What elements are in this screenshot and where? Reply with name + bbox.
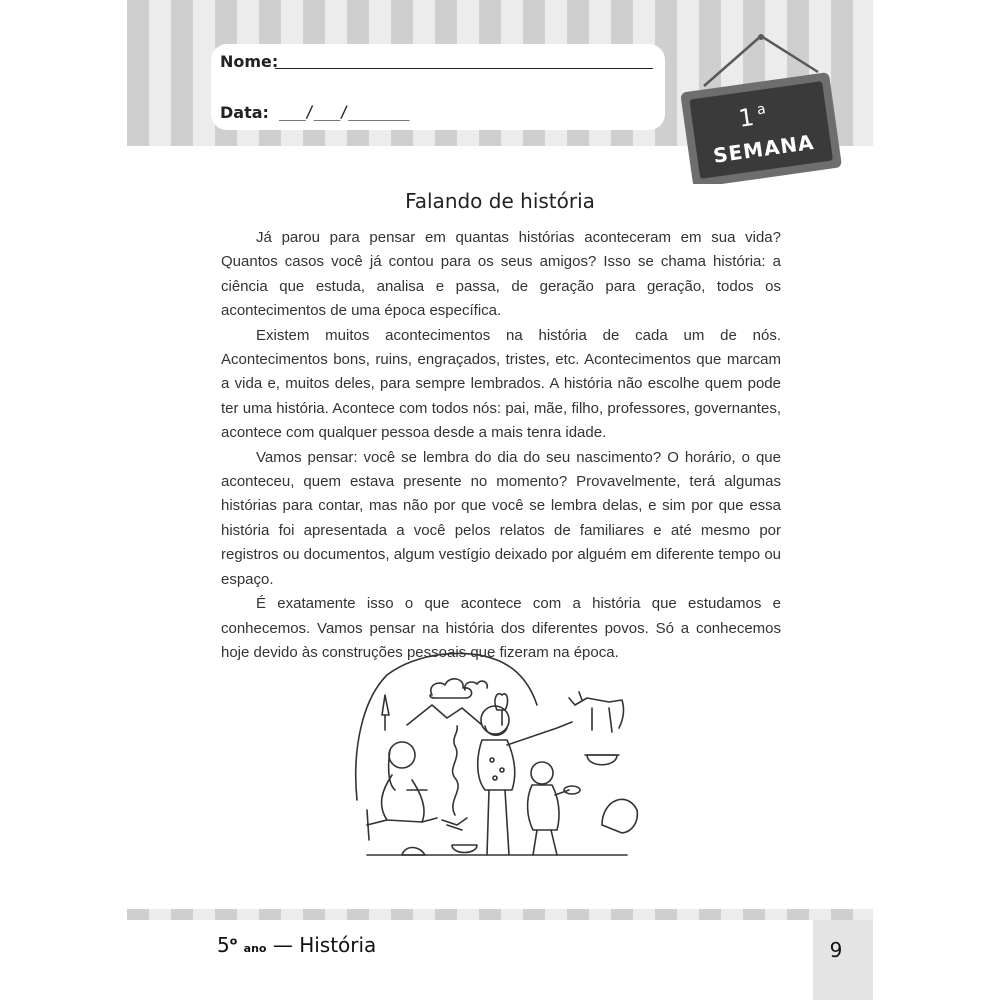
paragraph-3: Vamos pensar: você se lembra do dia do seu nascimento? O horário, o que aconteceu, quem estava presente no momento? Provavelmente, terá algumas histórias para contar, mas não por que você se lembra delas, e sim por que essa história foi apresentada a você pelos relatos de familiares e até mesmo por registros ou documentos, algum vestígio deixado por alguém em diferente tempo ou espaço. [221,448,781,588]
footer-striped-band [127,909,873,920]
week-label: SEMANA [711,129,816,168]
chalkboard-week-sign [676,34,846,184]
grade-number: 5 [217,933,230,957]
worksheet-page [127,0,873,1000]
paragraph-4: É exatamente isso o que acontece com a história que estudamos e conhecemos. Vamos pensar na história dos diferentes povos. Só a conhecemos hoje devido às construções pessoais que fizeram na época. [221,595,781,661]
page-number-box [813,920,873,1000]
prehistoric-family-illustration [347,650,647,875]
date-label: Data: [220,103,269,122]
student-info-box [211,44,665,130]
footer-separator: — [266,933,300,957]
page-number: 9 [829,938,843,962]
week-superscript: a [755,101,767,119]
page-title: Falando de história [405,189,595,213]
footer-subject [217,933,376,957]
name-label: Nome: [220,52,279,71]
paragraph-1: Já parou para pensar em quantas histórias aconteceram em sua vida? Quantos casos você já contou para os seus amigos? Isso se chama história: a ciência que estuda, analisa e passa, de geração para geração, todos os acontecimentos de uma época específica. [221,229,781,320]
name-field-line[interactable] [275,68,653,69]
grade-superscript: o [229,934,238,948]
date-field[interactable]: ___/___/_______ [279,102,409,121]
paragraph-2: Existem muitos acontecimentos na história de cada um de nós. Acontecimentos bons, ruins, engraçados, tristes, etc. Acontecimentos que marcam a vida e, muitos deles, para sempre lembrados. A história não escolhe quem pode ter uma história. Acontece com todos nós: pai, mãe, filho, professores, governantes, acontece com qualquer pessoa desde a mais tenra idade. [221,326,781,442]
grade-word: ano [243,942,267,955]
subject-name: História [299,933,377,957]
body-text [221,226,781,665]
week-number: 1 [736,103,756,133]
